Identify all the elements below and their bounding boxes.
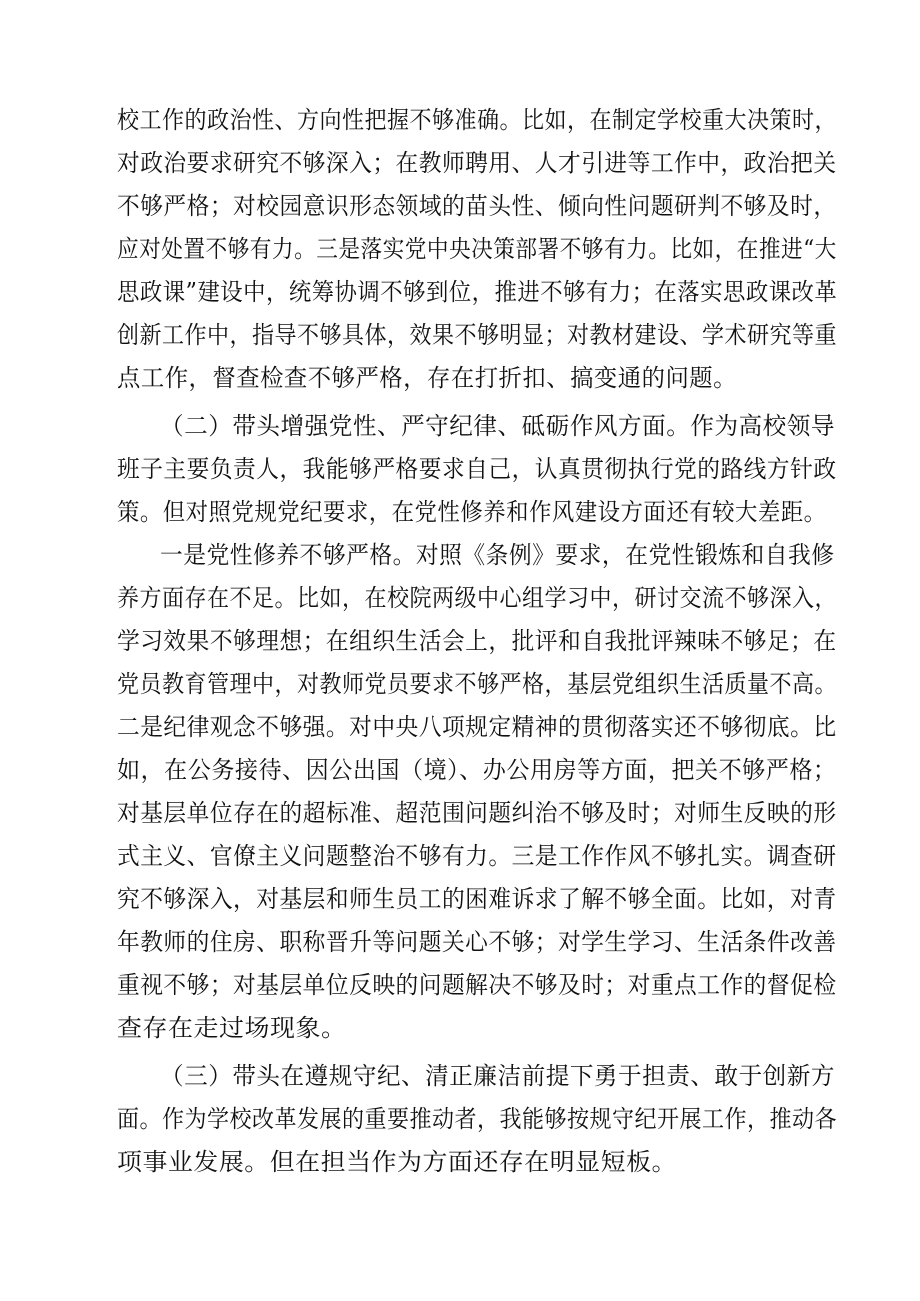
text-line: 应对处置不够有力。三是落实党中央决策部署不够有力。比如，在推进“大 [117, 235, 837, 263]
section-heading: （三）带头在遵规守纪、清正廉洁前提下勇于担责、敢于创新方 [160, 1062, 835, 1090]
paragraph-first-line: 一是党性修养不够严格。对照《条例》要求，在党性锻炼和自我修 [160, 541, 835, 569]
text-line: 面。作为学校改革发展的重要推动者，我能够按规守纪开展工作，推动各 [117, 1105, 837, 1133]
text-line: 二是纪律观念不够强。对中央八项规定精神的贯彻落实还不够彻底。比 [117, 713, 837, 741]
text-line: 式主义、官僚主义问题整治不够有力。三是工作作风不够扎实。调查研 [117, 842, 837, 870]
text-line: 对政治要求研究不够深入；在教师聘用、人才引进等工作中，政治把关 [117, 149, 837, 177]
text-line: 思政课”建设中，统筹协调不够到位，推进不够有力；在落实思政课改革 [117, 278, 838, 306]
text-line: 年教师的住房、职称晋升等问题关心不够；对学生学习、生活条件改善 [117, 928, 837, 956]
text-line: 策。但对照党规党纪要求，在党性修养和作风建设方面还有较大差距。 [117, 498, 827, 526]
text-line: 不够严格；对校园意识形态领域的苗头性、倾向性问题研判不够及时， [117, 192, 837, 220]
text-line: 究不够深入，对基层和师生员工的困难诉求了解不够全面。比如，对青 [117, 885, 837, 913]
text-line: 查存在走过场现象。 [117, 1014, 347, 1042]
text-line: 项事业发展。但在担当作为方面还存在明显短板。 [117, 1148, 677, 1176]
text-line: 对基层单位存在的超标准、超范围问题纠治不够及时；对师生反映的形 [117, 799, 837, 827]
text-line: 点工作，督查检查不够严格，存在打折扣、搞变通的问题。 [117, 364, 737, 392]
text-line: 班子主要负责人，我能够严格要求自己，认真贯彻执行党的路线方针政 [117, 455, 837, 483]
text-line: 重视不够；对基层单位反映的问题解决不够及时；对重点工作的督促检 [117, 971, 837, 999]
text-line: 创新工作中，指导不够具体，效果不够明显；对教材建设、学术研究等重 [117, 321, 837, 349]
section-heading: （二）带头增强党性、严守纪律、砥砺作风方面。作为高校领导 [160, 412, 835, 440]
text-line: 学习效果不够理想；在组织生活会上，批评和自我批评辣味不够足；在 [117, 627, 837, 655]
text-line: 养方面存在不足。比如，在校院两级中心组学习中，研讨交流不够深入， [117, 584, 837, 612]
text-line: 如，在公务接待、因公出国（境）、办公用房等方面，把关不够严格； [117, 756, 837, 784]
text-line: 党员教育管理中，对教师党员要求不够严格，基层党组织生活质量不高。 [117, 670, 837, 698]
text-line: 校工作的政治性、方向性把握不够准确。比如，在制定学校重大决策时， [117, 106, 837, 134]
